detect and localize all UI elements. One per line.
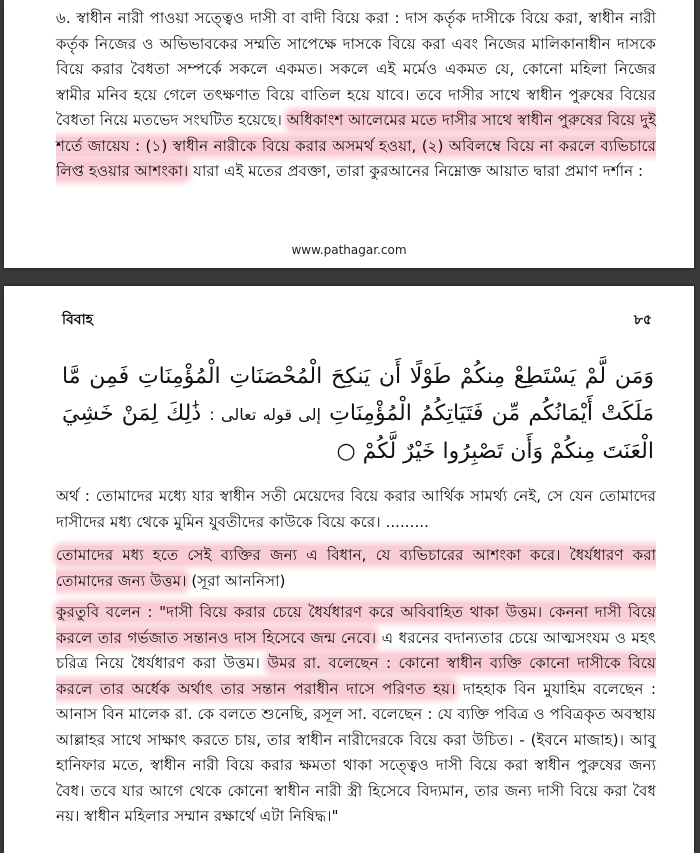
arabic-verse-part-1: وَمَن لَّمْ يَسْتَطِعْ مِنكُمْ طَوْلًا أَن يَنكِحَ الْمُحْصَنَاتِ الْمُؤْمِنَاتِ فَمِن مَّا مَلَكَتْ أَيْمَانُكُم مِّن فَتَيَاتِكُمُ الْمُؤْمِنَاتِ (62, 364, 654, 426)
page-bottom (4, 286, 694, 853)
paragraph-six (56, 6, 656, 185)
highlighted-text: অধিকাংশ আলেমের মতে দাসীর সাথে স্বাধীন পুরুষের বিয়ে দুই শর্তে জায়েয : (১) স্বাধীন নারীকে বিয়ে করার অসমর্থ হওয়া, (২) অবিলম্বে বিয়ে না করলে ব্যভিচারে লিপ্ত হওয়ার আশংকা। (56, 111, 656, 180)
arabic-verse-part-2: ذَٰلِكَ لِمَنْ خَشِيَ الْعَنَتَ مِنكُمْ وَأَن تَصْبِرُوا خَيْرٌ لَّكُمْ ○ (62, 401, 654, 464)
meaning-paragraph: অর্থ : তোমাদের মধ্যে যার স্বাধীন সতী মেয়েদের বিয়ে করার আর্থিক সামর্থ্য নেই, সে যেন তোমাদের দাসীদের মধ্য থেকে মুমিন যুবতীদের কাউকে বিয়ে করে। ......... (56, 487, 656, 531)
explanation-paragraph (56, 543, 656, 594)
surah-reference: (সূরা আননিসা) (186, 571, 286, 590)
highlighted-text: তোমাদের মধ্য হতে সেই ব্যক্তির জন্য এ বিধান, যে ব্যভিচারের আশংকা করে। ধৈর্যধারণ করা তোমাদের জন্য উত্তম। (56, 546, 656, 590)
paragraph-six-part-3: যারা এই মতের প্রবক্তা, তারা কুরআনের নিম্নোক্ত আয়াত দ্বারা প্রমাণ দর্শান : (188, 162, 644, 180)
watermark: www.pathagar.com (291, 243, 407, 257)
highlighted-text: কুরতুবি বলেন : "দাসী বিয়ে করার চেয়ে ধৈর্যধারণ করে অবিবাহিত থাকা উত্তম। কেননা দাসী বিয়ে করলে তার গর্ভজাত সন্তানও দাস হিসেবে জন্ম নেবে। (56, 603, 656, 647)
header-title: বিবাহ (62, 312, 94, 328)
paragraph-six-part-1: ৬. স্বাধীন নারী পাওয়া সত্ত্বেও দাসী বা বাদী বিয়ে করা : দাস কর্তৃক দাসীকে বিয়ে করা, স্বাধীন নারী কর্তৃক নিজের ও অভিভাবকের সম্মতি সাপেক্ষে দাসকে বিয়ে করা এবং নিজের মালিকানাধীন দাসকে বিয়ে করার বৈধতা সম্পর্কে সকলে একমত। সকলে এই মর্মেও একমত যে, কোনো মহিলা নিজের স্বামীর মনিব হয়ে গেলে তৎক্ষণাত বিয়ে বাতিল হয়ে যাবে। তবে দাসীর সাথে স্বাধীন পুরুষের বিয়ের বৈধতা নিয়ে মতভেদ সংঘটিত হয়েছে। (56, 9, 656, 129)
arabic-inline-note: إلى قوله تعالى : (209, 405, 321, 424)
page-number: ৮৫ (633, 312, 652, 328)
highlighted-text: উমর রা. বলেছেন : কোনো স্বাধীন ব্যক্তি কোনো দাসীকে বিয়ে করলে তার অর্ধেক অর্থাৎ তার সন্তান পরাধীন দাসে পরিণত হয়। (56, 654, 656, 698)
arabic-verse (62, 358, 654, 470)
qurtubi-paragraph (56, 600, 656, 830)
qurtubi-part-4: দাহহাক বিন মুযাহিম বলেছেন : আনাস বিন মালেক রা. কে বলতে শুনেছি, রসূল সা. বলেছেন : যে ব্যক্তি পবিত্র ও পবিত্রকৃত অবস্থায় আল্লাহর সাথে সাক্ষাৎ করতে চায়, তার স্বাধীন নারীদেরকে বিয়ে করা উচিত। - (ইবনে মাজাহ)। আবু হানিফার মতে, স্বাধীন নারী বিয়ে করার ক্ষমতা থাকা সত্ত্বেও দাসী বিয়ে করা স্বাধীন পুরুষের জন্য বৈধ। তবে যার আগে থেকে কোনো স্বাধীন নারী স্ত্রী হিসেবে বিদ্যমান, তার জন্য দাসী বিয়ে করা বৈধ নয়। স্বাধীন মহিলার সম্মান রক্ষার্থে এটা নিষিদ্ধ।" (56, 679, 657, 825)
qurtubi-part-2: এ ধরনের বদান্যতার চেয়ে আত্মসংযম ও মহৎ চরিত্র নিয়ে ধৈর্যধারণ করা উত্তম। (56, 628, 656, 672)
page-top (4, 0, 694, 268)
